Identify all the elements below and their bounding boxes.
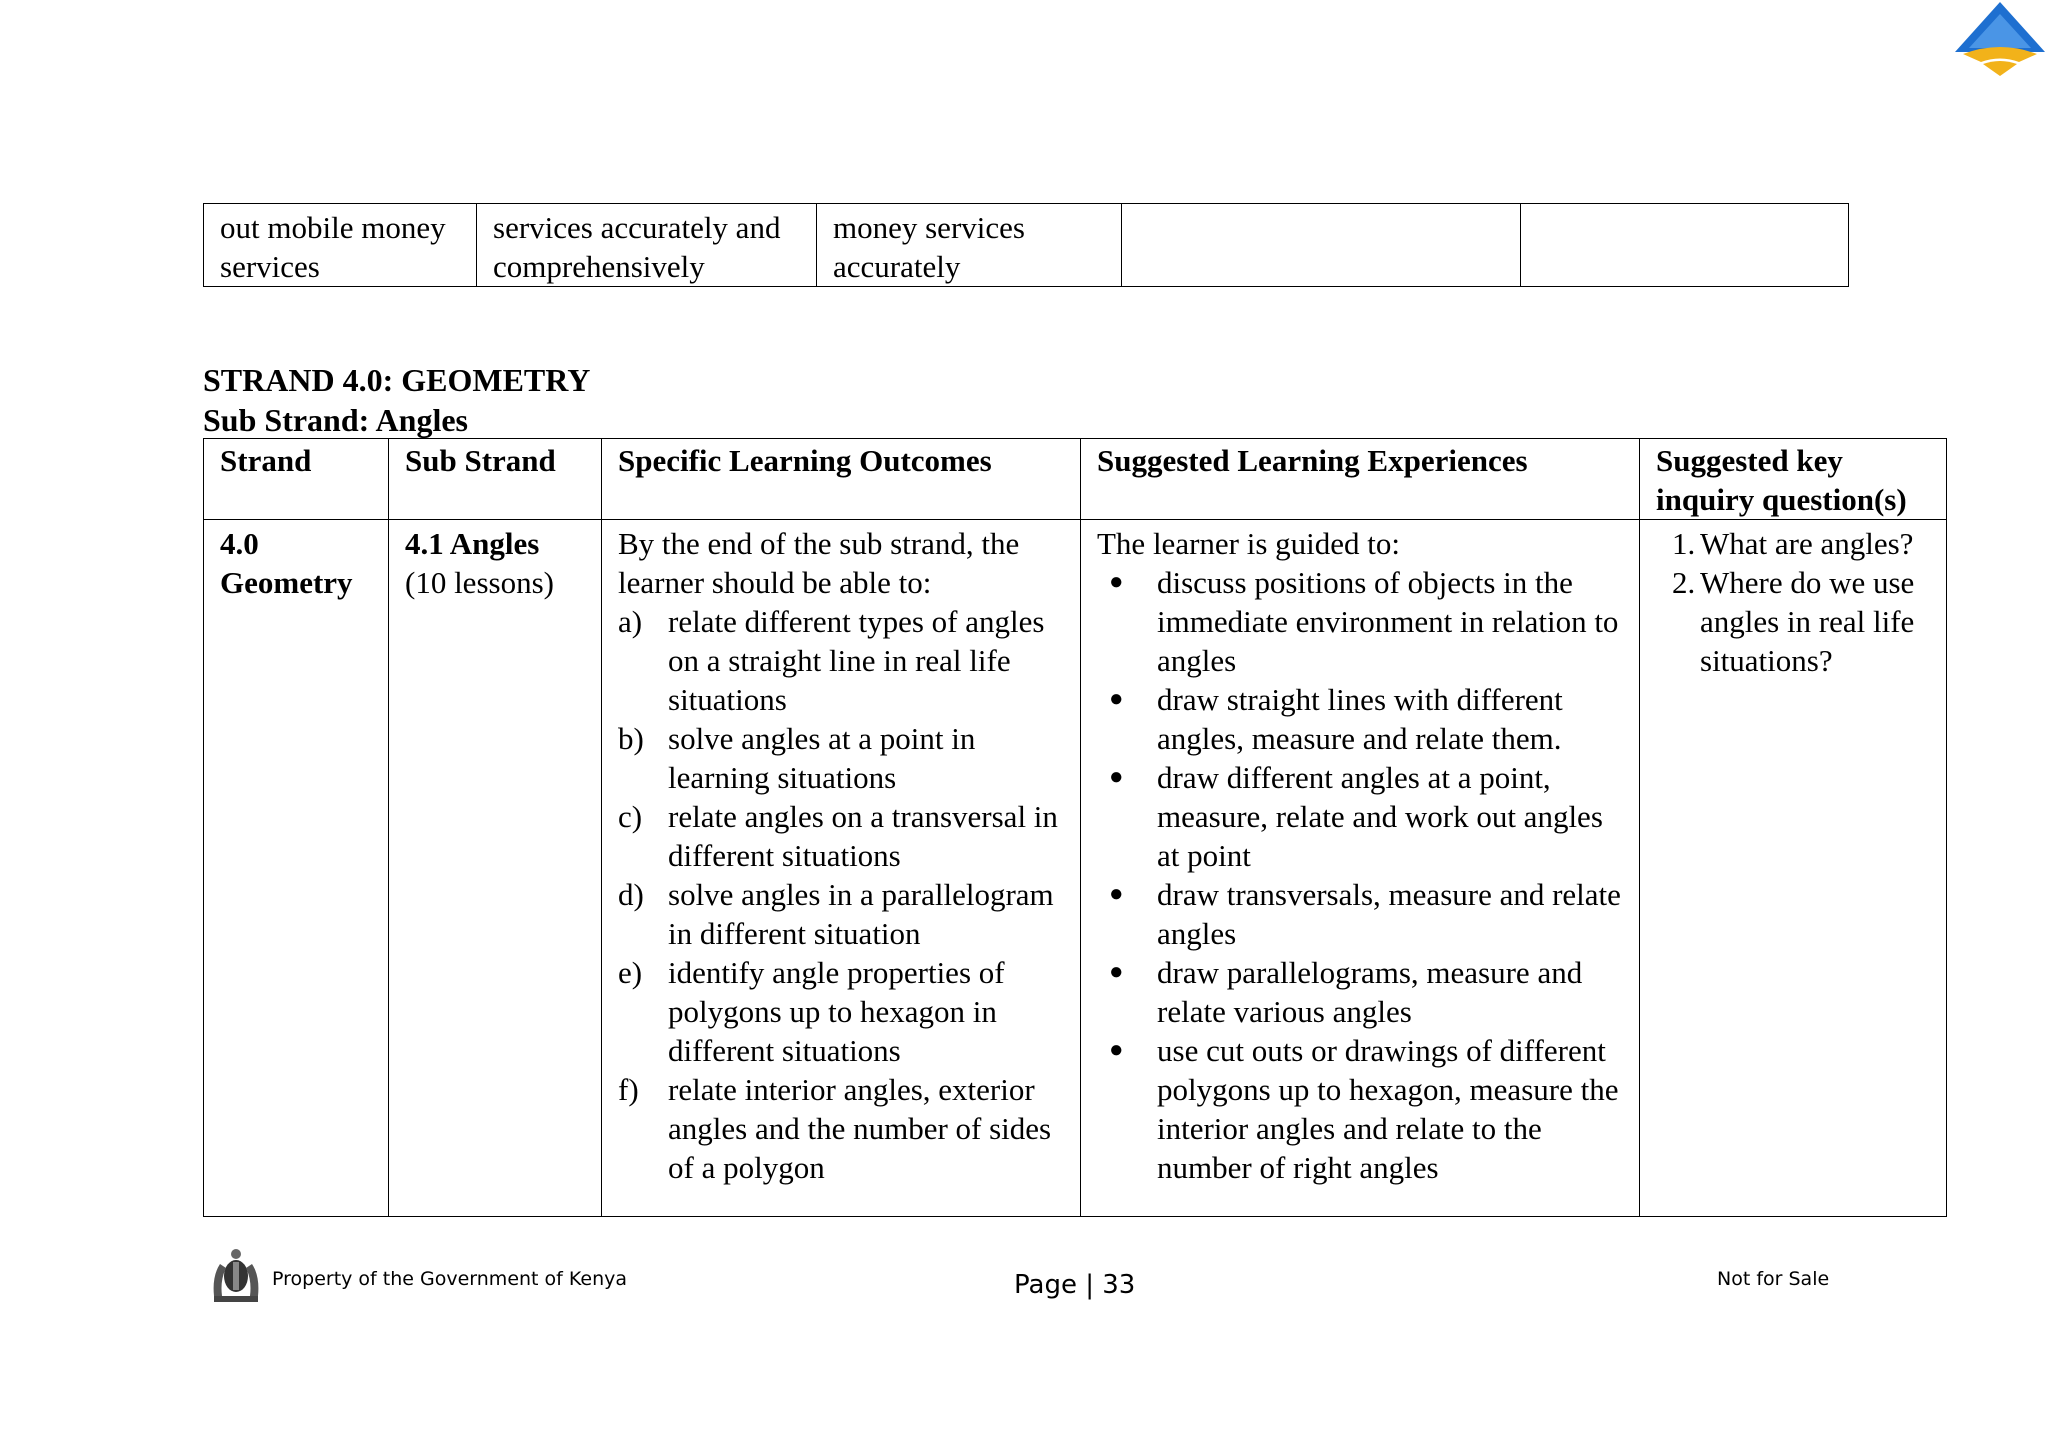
table-header-row xyxy=(204,439,1947,520)
list-item-text: Where do we use angles in real life situations? xyxy=(1700,565,1915,678)
list-item-text: discuss positions of objects in the immediate environment in relation to angles xyxy=(1157,565,1619,678)
strand-name: Geometry xyxy=(220,565,353,600)
list-item xyxy=(1097,680,1623,758)
list-item xyxy=(1656,524,1930,563)
list-item xyxy=(1097,875,1623,953)
header-sub-strand: Sub Strand xyxy=(389,439,602,520)
header-questions: Suggested key inquiry question(s) xyxy=(1640,439,1947,520)
table-cell: services accurately and comprehensively xyxy=(477,204,817,287)
list-item-text: draw transversals, measure and relate angles xyxy=(1157,877,1621,951)
bullet-icon: ● xyxy=(1109,1037,1124,1063)
sub-strand-cell xyxy=(389,520,602,1217)
list-item xyxy=(618,875,1064,953)
bullet-icon: ● xyxy=(1109,686,1124,712)
list-item-text: use cut outs or drawings of different polygons up to hexagon, measure the interior angles and relate to the number of right angles xyxy=(1157,1033,1619,1185)
strand-title: STRAND 4.0: GEOMETRY xyxy=(203,362,591,398)
list-item xyxy=(618,602,1064,719)
table-cell: out mobile money services xyxy=(204,204,477,287)
list-item-text: What are angles? xyxy=(1700,526,1914,561)
list-item-text: relate interior angles, exterior angles and the number of sides of a polygon xyxy=(668,1072,1052,1185)
list-item xyxy=(618,797,1064,875)
previous-table xyxy=(203,203,1849,287)
strand-cell xyxy=(204,520,389,1217)
experiences-cell xyxy=(1081,520,1640,1217)
table-cell: money services accurately xyxy=(817,204,1122,287)
list-item xyxy=(1097,953,1623,1031)
list-marker: b) xyxy=(618,721,644,756)
questions-list xyxy=(1656,524,1930,680)
sub-strand-name: 4.1 Angles xyxy=(405,526,540,561)
bullet-icon: ● xyxy=(1109,881,1124,907)
list-item-text: relate different types of angles on a straight line in real life situations xyxy=(668,604,1045,717)
list-marker: 2. xyxy=(1672,565,1696,600)
list-marker: c) xyxy=(618,799,643,834)
list-item-text: draw straight lines with different angles, measure and relate them. xyxy=(1157,682,1563,756)
table-row xyxy=(204,520,1947,1217)
list-item xyxy=(618,1070,1064,1187)
list-item-text: draw parallelograms, measure and relate various angles xyxy=(1157,955,1583,1029)
list-item xyxy=(618,719,1064,797)
table-row xyxy=(204,204,1849,287)
list-marker: e) xyxy=(618,955,643,990)
bullet-icon: ● xyxy=(1109,959,1124,985)
strand-heading xyxy=(203,360,590,440)
list-item xyxy=(1656,563,1930,680)
footer-right: Not for Sale xyxy=(1717,1268,1830,1290)
header-strand: Strand xyxy=(204,439,389,520)
list-marker: 1. xyxy=(1672,526,1696,561)
list-item xyxy=(1097,563,1623,680)
sub-strand-lessons: (10 lessons) xyxy=(405,565,554,600)
outcomes-intro: By the end of the sub strand, the learner should be able to: xyxy=(618,526,1020,600)
list-marker: f) xyxy=(618,1072,639,1107)
list-item-text: solve angles at a point in learning situations xyxy=(668,721,976,795)
experiences-intro: The learner is guided to: xyxy=(1097,526,1401,561)
list-item-text: relate angles on a transversal in different situations xyxy=(668,799,1058,873)
list-marker: a) xyxy=(618,604,643,639)
bullet-icon: ● xyxy=(1109,569,1124,595)
outcomes-cell xyxy=(602,520,1081,1217)
footer-left: Property of the Government of Kenya xyxy=(272,1268,628,1290)
page-number: Page | 33 xyxy=(1014,1270,1136,1300)
list-item xyxy=(1097,758,1623,875)
list-item-text: draw different angles at a point, measure, relate and work out angles at point xyxy=(1157,760,1603,873)
list-item-text: solve angles in a parallelogram in different situation xyxy=(668,877,1054,951)
table-cell xyxy=(1122,204,1521,287)
strand-code: 4.0 xyxy=(220,526,259,561)
sub-strand-title: Sub Strand: Angles xyxy=(203,402,468,438)
header-experiences: Suggested Learning Experiences xyxy=(1081,439,1640,520)
list-item xyxy=(1097,1031,1623,1187)
bullet-icon: ● xyxy=(1109,764,1124,790)
list-item-text: identify angle properties of polygons up to hexagon in different situations xyxy=(668,955,1005,1068)
list-marker: d) xyxy=(618,877,644,912)
kicd-logo-icon xyxy=(1953,0,2048,80)
list-item xyxy=(618,953,1064,1070)
outcomes-list xyxy=(618,602,1064,1187)
experiences-list xyxy=(1097,563,1623,1187)
questions-cell xyxy=(1640,520,1947,1217)
table-cell xyxy=(1521,204,1849,287)
header-outcomes: Specific Learning Outcomes xyxy=(602,439,1081,520)
coat-of-arms-icon xyxy=(206,1246,266,1306)
curriculum-table xyxy=(203,438,1947,1217)
